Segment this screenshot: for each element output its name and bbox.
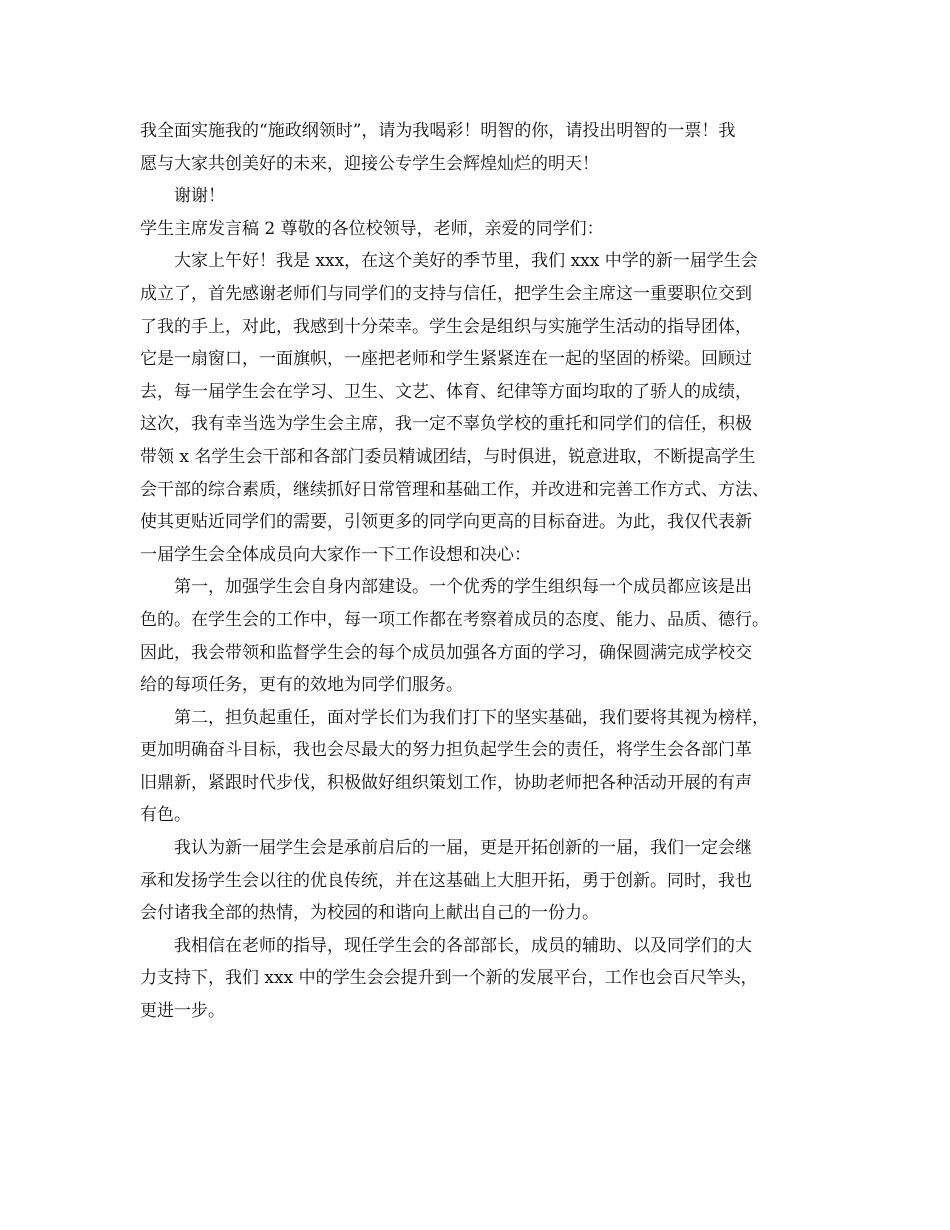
text-line: 谢谢！ [174,186,225,207]
text-line: 它是一扇窗口，一面旗帜，一座把老师和学生紧紧连在一起的坚固的桥梁。回顾过 [140,349,752,370]
text-line: 这次，我有幸当选为学生会主席，我一定不辜负学校的重托和同学们的信任，积极 [140,414,752,435]
text-line: 更进一步。 [140,1001,225,1022]
text-line: 会干部的综合素质，继续抓好日常管理和基础工作，并改进和完善工作方式、方法、 [140,479,769,500]
text-line: 更加明确奋斗目标，我也会尽最大的努力担负起学生会的责任，将学生会各部门革 [140,740,752,761]
text-line: 因此，我会带领和监督学生会的每个成员加强各方面的学习，确保圆满完成学校交 [140,642,752,663]
text-line: 了我的手上，对此，我感到十分荣幸。学生会是组织与实施学生活动的指导团体， [140,316,752,337]
text-line: 会付诸我全部的热情，为校园的和谐向上献出自己的一份力。 [140,903,599,924]
text-line: 愿与大家共创美好的未来，迎接公专学生会辉煌灿烂的明天！ [140,153,599,174]
text-line: 去，每一届学生会在学习、卫生、文艺、体育、纪律等方面均取的了骄人的成绩， [140,381,752,402]
text-line: 学生主席发言稿 2 尊敬的各位校领导，老师，亲爱的同学们： [140,218,604,239]
text-line: 我全面实施我的“施政纲领时”，请为我喝彩！明智的你，请投出明智的一票！我 [140,121,736,141]
text-line: 大家上午好！我是 xxx，在这个美好的季节里，我们 xxx 中学的新一届学生会 [174,251,758,272]
text-line: 承和发扬学生会以往的优良传统，并在这基础上大胆开拓，勇于创新。同时，我也 [140,870,752,891]
text-line: 使其更贴近同学们的需要，引领更多的同学向更高的目标奋进。为此，我仅代表新 [140,512,752,533]
text-line: 色的。在学生会的工作中，每一项工作都在考察着成员的态度、能力、品质、德行。 [140,609,769,630]
text-line: 第二，担负起重任，面对学长们为我们打下的坚实基础，我们要将其视为榜样， [174,707,769,728]
document-body [140,115,820,1028]
text-line: 第一，加强学生会自身内部建设。一个优秀的学生组织每一个成员都应该是出 [174,577,752,598]
text-line: 有色。 [140,805,191,826]
text-line: 我相信在老师的指导，现任学生会的各部部长，成员的辅助、以及同学们的大 [174,935,752,956]
text-line: 旧鼎新，紧跟时代步伐，积极做好组织策划工作，协助老师把各种活动开展的有声 [140,772,752,793]
text-line: 我认为新一届学生会是承前启后的一届，更是开拓创新的一届，我们一定会继 [174,838,752,859]
text-line: 一届学生会全体成员向大家作一下工作设想和决心： [140,544,531,565]
text-line: 成立了，首先感谢老师们与同学们的支持与信任，把学生会主席这一重要职位交到 [140,283,752,304]
text-line: 带领 x 名学生会干部和各部门委员精诚团结，与时俱进，锐意进取，不断提高学生 [140,446,756,467]
text-line: 给的每项任务，更有的效地为同学们服务。 [140,675,463,696]
text-line: 力支持下，我们 xxx 中的学生会会提升到一个新的发展平台，工作也会百尺竿头， [140,968,758,989]
